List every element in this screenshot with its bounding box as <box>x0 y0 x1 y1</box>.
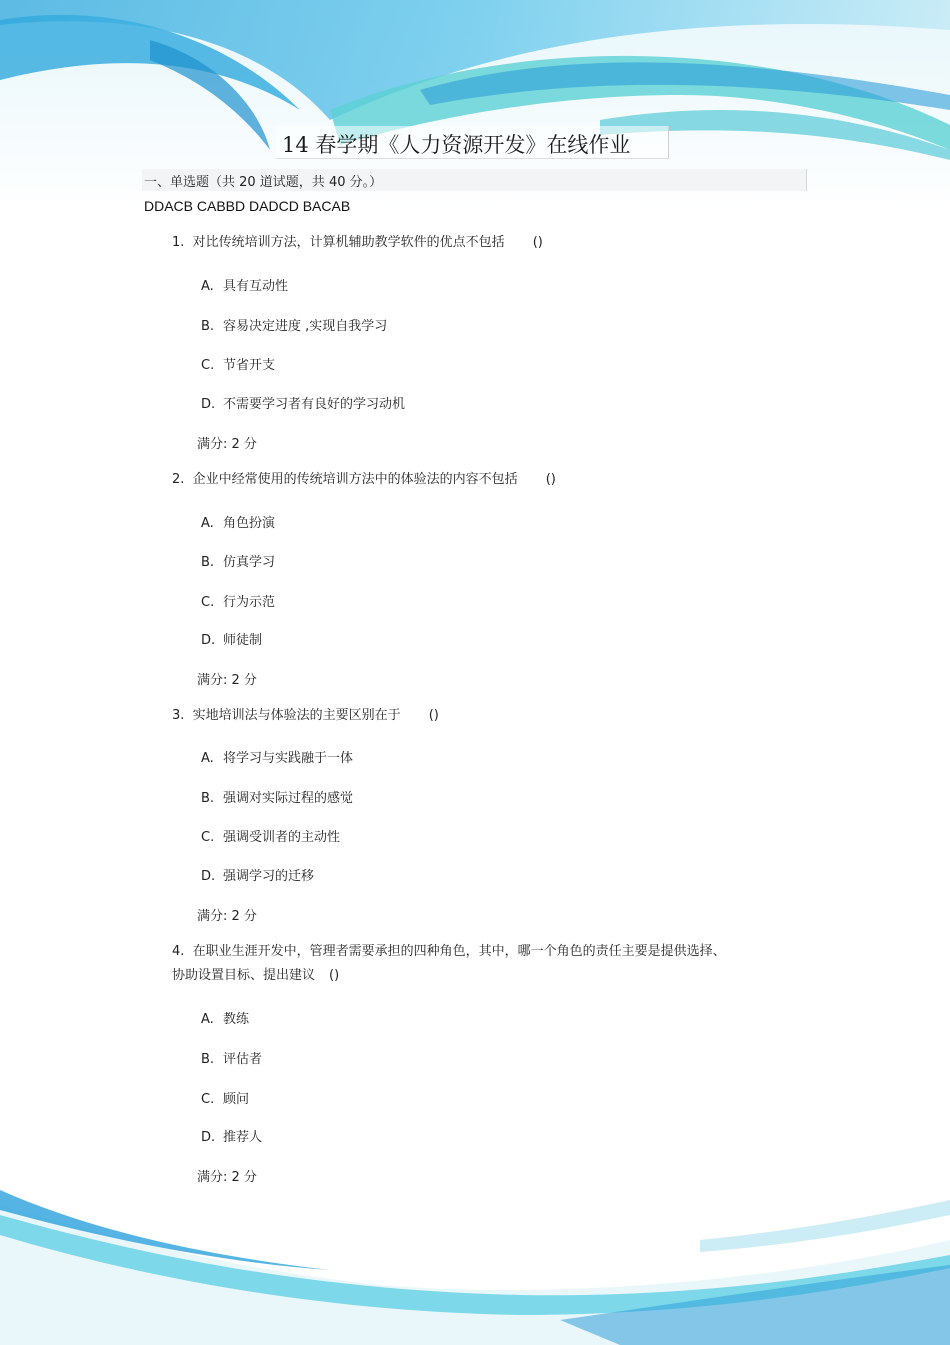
option-a <box>201 1008 249 1027</box>
option-letter: A. <box>201 279 214 294</box>
answer-paren: () <box>545 472 556 487</box>
option-a <box>201 747 353 766</box>
option-text: 评估者 <box>223 1052 263 1067</box>
question-number: 4. <box>172 944 185 959</box>
option-c <box>201 354 275 373</box>
option-text: 强调学习的迁移 <box>223 869 315 884</box>
option-b <box>201 1048 262 1067</box>
question-text: 协助设置目标、提出建议 <box>172 968 316 983</box>
question-stem <box>172 231 543 255</box>
answer-paren: () <box>329 968 340 983</box>
option-letter: D. <box>201 869 216 884</box>
question-text: 对比传统培训方法，计算机辅助教学软件的优点不包括 <box>192 235 505 250</box>
question-text: 在职业生涯开发中，管理者需要承担的四种角色，其中，哪一个角色的责任主要是提供选择、 <box>192 944 726 959</box>
option-c <box>201 1088 249 1107</box>
option-letter: A. <box>201 1012 214 1027</box>
option-text: 仿真学习 <box>223 555 276 570</box>
question-number: 2. <box>172 472 185 487</box>
option-d <box>201 629 262 648</box>
option-letter: C. <box>201 830 215 845</box>
answer-paren: () <box>428 708 439 723</box>
option-text: 具有互动性 <box>223 279 289 294</box>
option-text: 不需要学习者有良好的学习动机 <box>223 397 406 412</box>
option-letter: B. <box>201 791 215 806</box>
option-letter: C. <box>201 595 215 610</box>
option-text: 容易决定进度 ,实现自我学习 <box>223 319 388 334</box>
question-number: 1. <box>172 235 185 250</box>
question-text: 企业中经常使用的传统培训方法中的体验法的内容不包括 <box>192 472 518 487</box>
option-text: 强调受训者的主动性 <box>223 830 341 845</box>
option-d <box>201 865 314 884</box>
option-a <box>201 275 288 294</box>
question-stem <box>172 704 439 728</box>
option-b <box>201 551 275 570</box>
option-text: 节省开支 <box>223 358 276 373</box>
section-title: 一、单选题（共 20 道试题，共 40 分。） <box>144 175 383 190</box>
option-c <box>201 591 275 610</box>
option-text: 推荐人 <box>223 1130 263 1145</box>
question-text: 实地培训法与体验法的主要区别在于 <box>192 708 401 723</box>
score-line: 满分: 2 分 <box>197 437 257 452</box>
option-letter: B. <box>201 555 215 570</box>
option-a <box>201 512 275 531</box>
option-letter: B. <box>201 319 215 334</box>
option-letter: D. <box>201 397 216 412</box>
answer-paren: () <box>532 235 543 250</box>
option-text: 将学习与实践融于一体 <box>223 751 354 766</box>
option-letter: B. <box>201 1052 215 1067</box>
option-text: 行为示范 <box>223 595 276 610</box>
answer-key: DDACB CABBD DADCD BACAB <box>144 198 351 214</box>
section-header <box>142 169 807 191</box>
option-d <box>201 393 405 412</box>
score-line: 满分: 2 分 <box>197 1170 257 1185</box>
option-text: 教练 <box>223 1012 250 1027</box>
option-letter: A. <box>201 751 214 766</box>
option-letter: D. <box>201 633 216 648</box>
title-box <box>276 126 669 159</box>
option-text: 强调对实际过程的感觉 <box>223 791 354 806</box>
question-stem-continued <box>172 964 339 988</box>
option-letter: C. <box>201 1092 215 1107</box>
option-letter: D. <box>201 1130 216 1145</box>
option-c <box>201 826 340 845</box>
option-text: 师徒制 <box>223 633 263 648</box>
option-b <box>201 315 387 334</box>
option-letter: A. <box>201 516 214 531</box>
option-text: 顾问 <box>223 1092 250 1107</box>
option-d <box>201 1126 262 1145</box>
option-text: 角色扮演 <box>223 516 276 531</box>
document-title: 14 春学期《人力资源开发》在线作业 <box>282 133 631 157</box>
question-number: 3. <box>172 708 185 723</box>
question-stem <box>172 940 726 964</box>
score-line: 满分: 2 分 <box>197 673 257 688</box>
score-line: 满分: 2 分 <box>197 909 257 924</box>
option-b <box>201 787 353 806</box>
question-stem <box>172 468 556 492</box>
option-letter: C. <box>201 358 215 373</box>
